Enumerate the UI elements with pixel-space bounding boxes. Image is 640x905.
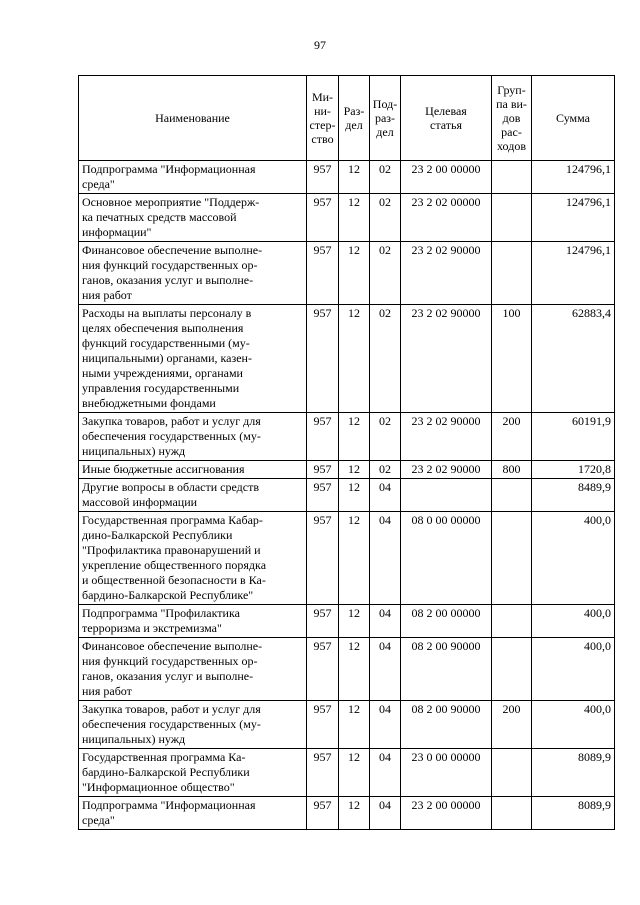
row-target: 08 2 00 00000 [401, 605, 492, 638]
row-ministry: 957 [307, 605, 339, 638]
table-row [79, 305, 615, 413]
table-row [79, 701, 615, 749]
row-sum: 400,0 [532, 638, 615, 701]
row-sum: 62883,4 [532, 305, 615, 413]
row-name: Другие вопросы в области средств массовой информации [79, 479, 307, 512]
table-row [79, 479, 615, 512]
row-ministry: 957 [307, 749, 339, 797]
row-name: Основное мероприятие "Поддерж- ка печатных средств массовой информации" [79, 194, 307, 242]
header-target-text: Целевая статья [425, 104, 467, 132]
row-sum: 8489,9 [532, 479, 615, 512]
row-name: Расходы на выплаты персоналу в целях обеспечения выполнения функций государственными (му- ниципальными) органами, казен- ными учреждениями, органами управления государственными внебюджетными фондами [79, 305, 307, 413]
row-section: 12 [339, 479, 370, 512]
row-group [492, 512, 532, 605]
table-row [79, 413, 615, 461]
row-section: 12 [339, 194, 370, 242]
row-name: Государственная программа Ка- бардино-Балкарской Республики "Информационное общество" [79, 749, 307, 797]
row-name: Подпрограмма "Профилактика терроризма и экстремизма" [79, 605, 307, 638]
table-row [79, 797, 615, 830]
row-section: 12 [339, 242, 370, 305]
row-section: 12 [339, 413, 370, 461]
table-row [79, 638, 615, 701]
row-target: 23 2 02 90000 [401, 413, 492, 461]
row-section: 12 [339, 161, 370, 194]
row-sum: 124796,1 [532, 161, 615, 194]
table-row [79, 749, 615, 797]
header-expense-group-text: Груп- па ви- дов рас- ходов [496, 83, 527, 153]
row-sum: 8089,9 [532, 749, 615, 797]
header-section [339, 76, 370, 161]
row-group: 200 [492, 701, 532, 749]
row-target: 23 2 02 00000 [401, 194, 492, 242]
row-ministry: 957 [307, 413, 339, 461]
row-section: 12 [339, 701, 370, 749]
header-subsection [370, 76, 401, 161]
row-subsection: 02 [370, 161, 401, 194]
row-target: 23 2 00 00000 [401, 797, 492, 830]
row-group [492, 605, 532, 638]
row-name: Подпрограмма "Информационная среда" [79, 161, 307, 194]
row-sum: 60191,9 [532, 413, 615, 461]
table-row [79, 512, 615, 605]
header-ministry [307, 76, 339, 161]
row-ministry: 957 [307, 797, 339, 830]
row-ministry: 957 [307, 194, 339, 242]
row-subsection: 02 [370, 194, 401, 242]
row-target: 23 0 00 00000 [401, 749, 492, 797]
row-name: Государственная программа Кабар- дино-Балкарской Республики "Профилактика правонарушений и укрепление общественного порядка и общественной безопасности в Ка- бардино-Балкарской Республике" [79, 512, 307, 605]
row-sum: 400,0 [532, 701, 615, 749]
row-subsection: 04 [370, 638, 401, 701]
header-name: Наименование [79, 76, 307, 161]
row-subsection: 02 [370, 461, 401, 479]
row-name: Финансовое обеспечение выполне- ния функций государственных ор- ганов, оказания услуг и выполне- ния работ [79, 638, 307, 701]
row-group [492, 194, 532, 242]
row-sum: 400,0 [532, 605, 615, 638]
row-section: 12 [339, 797, 370, 830]
row-sum: 400,0 [532, 512, 615, 605]
row-subsection: 04 [370, 605, 401, 638]
row-section: 12 [339, 461, 370, 479]
header-target [401, 76, 492, 161]
row-sum: 8089,9 [532, 797, 615, 830]
row-target: 23 2 02 90000 [401, 242, 492, 305]
row-target: 23 2 02 90000 [401, 461, 492, 479]
row-ministry: 957 [307, 242, 339, 305]
row-group [492, 797, 532, 830]
row-ministry: 957 [307, 479, 339, 512]
row-section: 12 [339, 749, 370, 797]
row-name: Иные бюджетные ассигнования [79, 461, 307, 479]
table-row [79, 194, 615, 242]
header-ministry-text: Ми- ни- стер- ство [309, 90, 336, 146]
row-sum: 1720,8 [532, 461, 615, 479]
row-name: Финансовое обеспечение выполне- ния функций государственных ор- ганов, оказания услуг и выполне- ния работ [79, 242, 307, 305]
row-target: 23 2 02 90000 [401, 305, 492, 413]
row-group [492, 749, 532, 797]
row-subsection: 04 [370, 512, 401, 605]
row-subsection: 04 [370, 749, 401, 797]
row-name: Закупка товаров, работ и услуг для обеспечения государственных (му- ниципальных) нужд [79, 413, 307, 461]
row-target: 23 2 00 00000 [401, 161, 492, 194]
row-section: 12 [339, 638, 370, 701]
row-name: Закупка товаров, работ и услуг для обеспечения государственных (му- ниципальных) нужд [79, 701, 307, 749]
header-subsection-text: Под- раз- дел [372, 97, 398, 139]
header-row [79, 76, 615, 161]
table-row [79, 161, 615, 194]
row-group [492, 479, 532, 512]
header-sum: Сумма [532, 76, 615, 161]
budget-table [78, 75, 615, 830]
row-target [401, 479, 492, 512]
header-section-text: Раз- дел [343, 104, 365, 132]
row-ministry: 957 [307, 161, 339, 194]
row-section: 12 [339, 305, 370, 413]
row-subsection: 04 [370, 479, 401, 512]
row-group [492, 242, 532, 305]
row-subsection: 04 [370, 701, 401, 749]
row-subsection: 04 [370, 797, 401, 830]
row-subsection: 02 [370, 305, 401, 413]
row-sum: 124796,1 [532, 194, 615, 242]
row-target: 08 0 00 00000 [401, 512, 492, 605]
row-group [492, 161, 532, 194]
row-subsection: 02 [370, 242, 401, 305]
row-subsection: 02 [370, 413, 401, 461]
row-ministry: 957 [307, 701, 339, 749]
header-expense-group [492, 76, 532, 161]
row-ministry: 957 [307, 461, 339, 479]
row-group: 200 [492, 413, 532, 461]
row-ministry: 957 [307, 305, 339, 413]
row-group [492, 638, 532, 701]
row-section: 12 [339, 605, 370, 638]
page-number: 97 [314, 38, 326, 52]
row-target: 08 2 00 90000 [401, 701, 492, 749]
row-sum: 124796,1 [532, 242, 615, 305]
row-section: 12 [339, 512, 370, 605]
row-target: 08 2 00 90000 [401, 638, 492, 701]
row-name: Подпрограмма "Информационная среда" [79, 797, 307, 830]
row-group: 100 [492, 305, 532, 413]
table-row [79, 605, 615, 638]
row-group: 800 [492, 461, 532, 479]
row-ministry: 957 [307, 512, 339, 605]
row-ministry: 957 [307, 638, 339, 701]
table-row [79, 461, 615, 479]
table-row [79, 242, 615, 305]
